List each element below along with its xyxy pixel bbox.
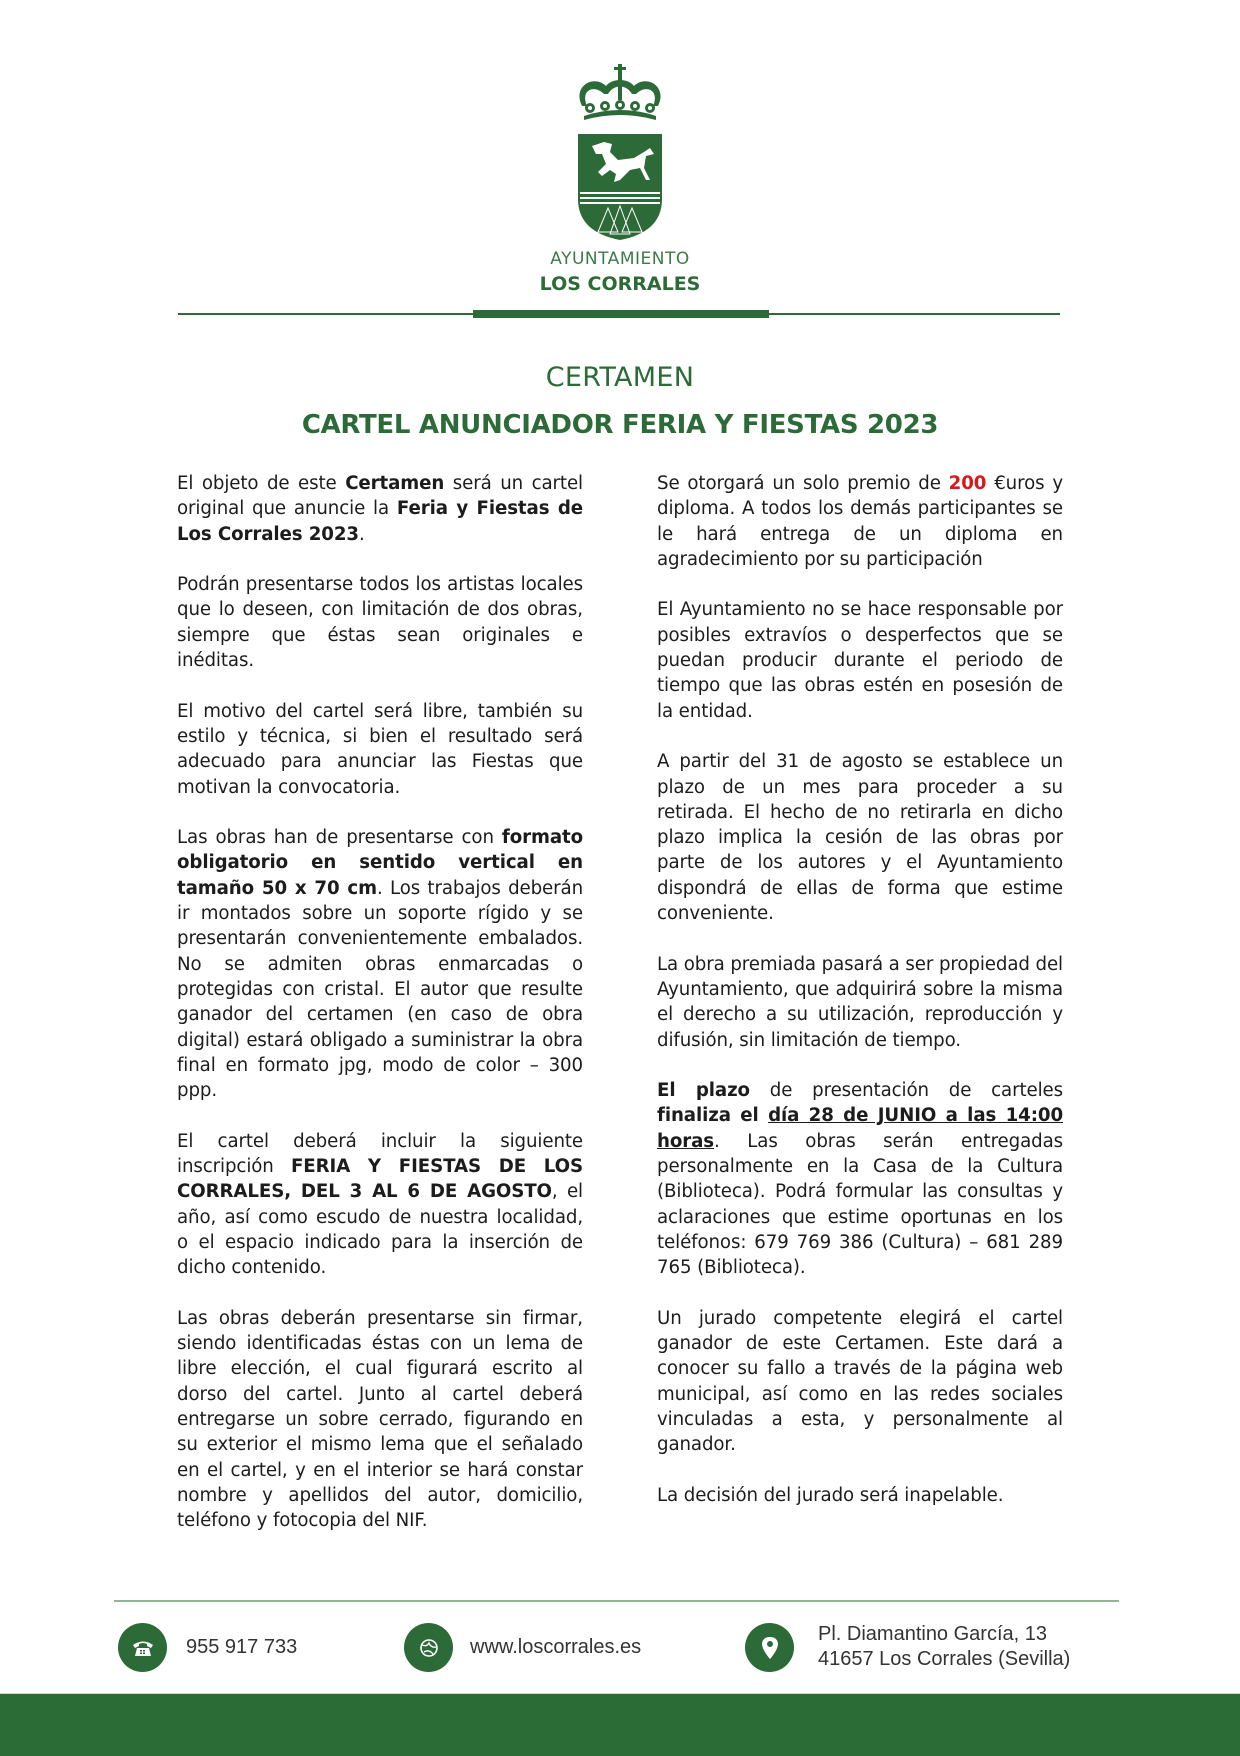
phone-icon <box>118 1623 167 1672</box>
document-subtitle: CARTEL ANUNCIADOR FERIA Y FIESTAS 2023 <box>301 410 939 440</box>
paragraph-participantes: Podrán presentarse todos los artistas locales que lo deseen, con limitación de dos obras, siempre que éstas sean originales e inéditas. <box>177 574 583 672</box>
paragraph-premio: Se otorgará un solo premio de 200 €uros y diploma. A todos los demás participantes se le hará entrega de un diploma en agradecimiento por su participación <box>657 473 1063 570</box>
right-column <box>657 471 1063 1533</box>
paragraph-plazo: El plazo de presentación de carteles finaliza el día 28 de JUNIO a las 14:00 horas. Las obras serán entregadas personalmente en la Casa de la Cultura (Biblioteca). Podrá formular las consultas y aclaraciones que estime oportunas en los teléfonos: 679 769 386 (Cultura) – 681 289 765 (Biblioteca). <box>657 1080 1064 1279</box>
org-name-line2: LOS CORRALES <box>539 273 701 295</box>
paragraph-formato: Las obras han de presentarse con formato obligatorio en sentido vertical en tamaño 50 x 70 cm. Los trabajos deberán ir montados sobre un soporte rígido y se presentarán convenientemente embalados. No se admiten obras enmarcadas o protegidas con cristal. El autor que resulte ganador del certamen (en caso de obra digital) estará obligado a suministrar la obra final en formato jpg, modo de color – 300 ppp. <box>177 827 583 1102</box>
left-column <box>177 471 583 1559</box>
paragraph-responsabilidad: El Ayuntamiento no se hace responsable por posibles extravíos o desperfectos que se puedan producir durante el periodo de tiempo que las obras estén en posesión de la entidad. <box>657 599 1063 722</box>
paragraph-propiedad: La obra premiada pasará a ser propiedad del Ayuntamiento, que adquirirá sobre la misma el derecho a su utilización, reproducción y difusión, sin limitación de tiempo. <box>657 953 1063 1051</box>
paragraph-lema: Las obras deberán presentarse sin firmar, siendo identificadas éstas con un lema de libre elección, el cual figurará escrito al dorso del cartel. Junto al cartel deberá entregarse un sobre cerrado, figurando en su exterior el mismo lema que el señalado en el cartel, y en el interior se hará constar nombre y apellidos del autor, domicilio, teléfono y fotocopia del NIF. <box>177 1307 583 1532</box>
header-accent-bar <box>473 310 769 318</box>
paragraph-inscripcion: El cartel deberá incluir la siguiente inscripción FERIA Y FIESTAS DE LOS CORRALES, DEL 3 AL 6 DE AGOSTO, el año, así como escudo de nuestra localidad, o el espacio indicado para la inserción de dicho contenido. <box>177 1130 584 1279</box>
paragraph-motivo: El motivo del cartel será libre, también su estilo y técnica, si bien el resultado será adecuado para anunciar las Fiestas que motivan la convocatoria. <box>177 700 583 798</box>
coat-of-arms-logo <box>574 64 666 240</box>
paragraph-decision: La decisión del jurado será inapelable. <box>657 1484 1004 1506</box>
deadline: día 28 de JUNIO a las 14:00 horas <box>657 1105 1064 1152</box>
prize-amount: 200 <box>948 473 987 494</box>
document-title: CERTAMEN <box>545 362 695 393</box>
paragraph-jurado: Un jurado competente elegirá el cartel ganador de este Certamen. Este dará a conocer su fallo a través de la página web municipal, así como en las redes sociales vinculadas a esta, y personalmente al ganador. <box>657 1307 1063 1456</box>
footer-band <box>0 1693 1240 1756</box>
footer-divider <box>114 1600 1119 1602</box>
location-pin-icon <box>745 1623 794 1672</box>
org-name-line1: AYUNTAMIENTO <box>550 249 690 269</box>
paragraph-objeto: El objeto de este Certamen será un cartel original que anuncie la Feria y Fiestas de Los Corrales 2023. <box>177 473 583 545</box>
paragraph-retirada: A partir del 31 de agosto se establece un plazo de un mes para proceder a su retirada. El hecho de no retirarla en dicho plazo implica la cesión de las obras por parte de los autores y el Ayuntamiento dispondrá de ellas de forma que estime conveniente. <box>657 751 1063 925</box>
footer-phone: 955 917 733 <box>186 1636 298 1658</box>
globe-icon <box>404 1623 453 1672</box>
address-line2: 41657 Los Corrales (Sevilla) <box>818 1648 1071 1670</box>
footer-address <box>818 1622 1070 1672</box>
address-line1: Pl. Diamantino García, 13 <box>818 1623 1047 1645</box>
footer-website-link[interactable]: www.loscorrales.es <box>470 1636 642 1658</box>
